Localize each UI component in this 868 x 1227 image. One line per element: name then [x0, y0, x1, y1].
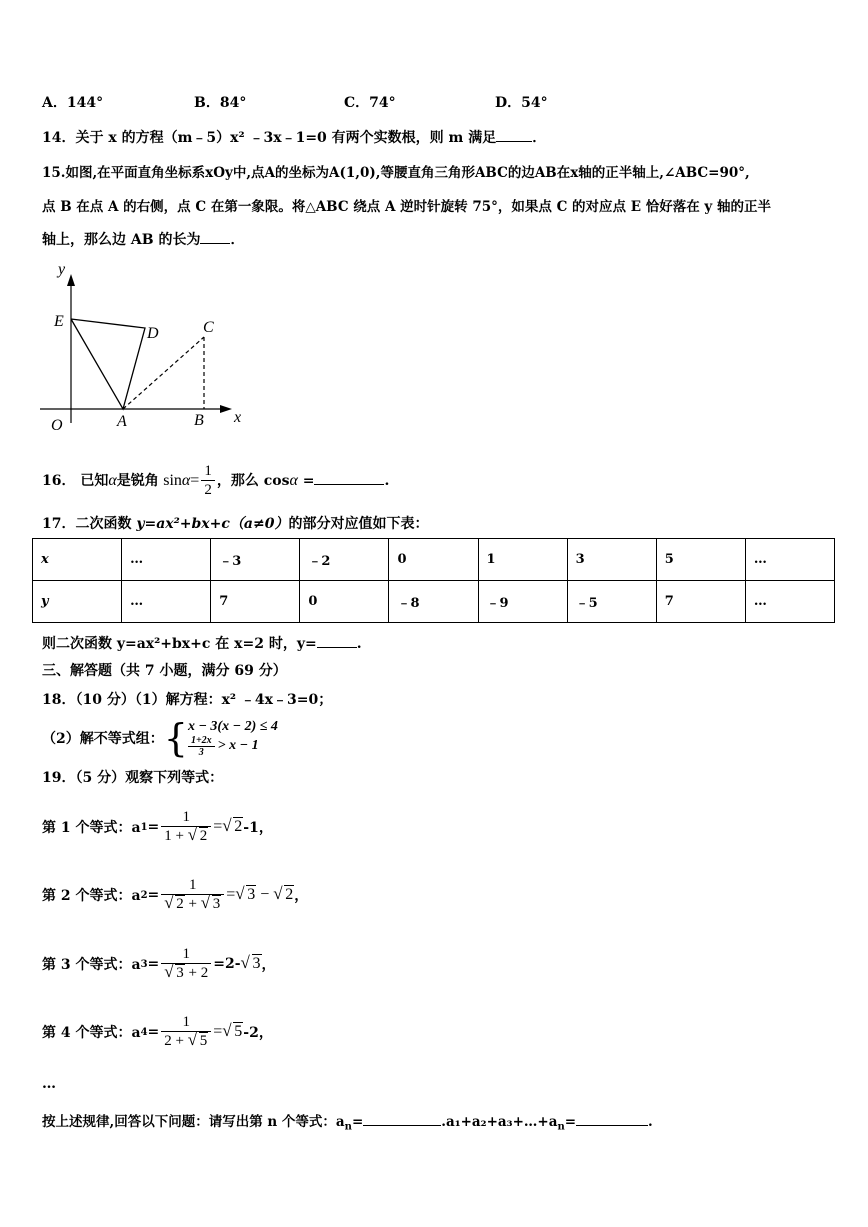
- table-cell: ﹣8: [389, 581, 478, 623]
- x-axis-arrow-icon: [220, 405, 232, 413]
- q14-answer-blank: [496, 129, 532, 142]
- label-o: O: [51, 417, 63, 434]
- table-row: [33, 581, 835, 623]
- dashed-ac: [123, 337, 204, 409]
- table-cell: ﹣5: [567, 581, 656, 623]
- table-cell: 0: [300, 581, 389, 623]
- q19-answer-blank-2: [576, 1113, 648, 1126]
- table-cell: ﹣3: [211, 539, 300, 581]
- label-d: D: [147, 325, 159, 342]
- label-x: x: [234, 409, 242, 426]
- table-row: [33, 539, 835, 581]
- q17-answer-blank: [317, 635, 357, 648]
- table-cell: 0: [389, 539, 478, 581]
- label-c: C: [203, 319, 214, 336]
- q14-text: 14．关于 x 的方程（m﹣5）x² ﹣3x﹣1=0 有两个实数根，则 m 满足 ．: [42, 130, 547, 146]
- table-cell: …: [122, 581, 211, 623]
- q19-intro: 19．（5 分）观察下列等式：: [42, 770, 224, 786]
- q19-equation-2: 第 2 个等式：a 2 = 1 √ 2 + √ 3 = √ 3 − √ 2 ，: [42, 872, 308, 918]
- q15-line2: 点 B 在点 A 的右侧，点 C 在第一象限。将△ABC 绕点 A 逆时针旋转 75°，如果点 C 的对应点 E 恰好落在 y 轴的正半: [42, 199, 771, 215]
- label-a: A: [117, 413, 127, 430]
- q16-text: 16． 已知α是锐角 sinα= $\frac{1}{2}$ ，那么 cosα = .: [42, 462, 390, 498]
- y-axis-arrow-icon: [67, 274, 75, 286]
- q19-equation-4: 第 4 个等式：a 4 = $\frac{1}{2 + √ 5}$ = √ 5 -2，: [42, 1009, 273, 1055]
- q19-equation-3: 第 3 个等式：a 3 = 1 √ 3 + 2 =2- √ 3 ，: [42, 941, 276, 987]
- q13-option-c: C．74°: [344, 95, 396, 111]
- q18-part1: 18．（10 分）（1）解方程：x² ﹣4x﹣3=0；: [42, 692, 333, 708]
- table-cell: 5: [656, 539, 745, 581]
- table-cell: y: [33, 581, 122, 623]
- table-cell: ﹣9: [478, 581, 567, 623]
- q15-line3: 轴上，那么边 AB 的长为 ．: [42, 232, 245, 248]
- q19-equation-1: 第 1 个等式：a 1 = $\frac{1}{1 + √ 2}$ = √ 2 -1，: [42, 804, 273, 850]
- label-y: y: [58, 261, 66, 278]
- q19-final-question: 按上述规律,回答以下问题：请写出第 n 个等式：$a_n=$ $.a_1+a_2+a_3+\dots+a_n=$ .: [42, 1114, 653, 1133]
- inequality-system: x − 3(x − 2) ≤ 4 $\frac{1+2x}{3}$ > x − 1: [187, 718, 278, 758]
- q13-option-b: B．84°: [194, 95, 247, 111]
- table-cell: …: [745, 581, 834, 623]
- q18-part2: （2）解不等式组： { x − 3(x − 2) ≤ 4 $\frac{1+2x}{3}$ > x − 1: [42, 716, 278, 760]
- label-e: E: [54, 313, 64, 330]
- section-3-title: 三、解答题（共 7 小题，满分 69 分）: [42, 663, 287, 679]
- triangle-aed: [71, 319, 145, 409]
- table-cell: ﹣2: [300, 539, 389, 581]
- table-cell: …: [745, 539, 834, 581]
- table-cell: 7: [656, 581, 745, 623]
- table-cell: 3: [567, 539, 656, 581]
- q17-after-text: 则二次函数 y=ax²+bx+c 在 x=2 时，y= .: [42, 636, 362, 652]
- q17-text: 17．二次函数 y=ax²+bx+c（a≠0）的部分对应值如下表：: [42, 516, 429, 532]
- brace-icon: {: [163, 716, 188, 760]
- q15-answer-blank: [200, 231, 230, 244]
- label-b: B: [194, 412, 204, 429]
- table-cell: 7: [211, 581, 300, 623]
- q19-answer-blank-1: [363, 1113, 441, 1126]
- q15-figure: [36, 258, 248, 438]
- q13-option-a: A．144°: [42, 95, 104, 111]
- q16-answer-blank: [314, 472, 384, 485]
- q15-line1: 15.如图,在平面直角坐标系xOy中,点A的坐标为A(1,0),等腰直角三角形ABC的边AB在x轴的正半轴上,∠ABC=90°,: [42, 165, 750, 181]
- q13-option-d: D．54°: [495, 95, 548, 111]
- table-cell: 1: [478, 539, 567, 581]
- q17-value-table: [32, 538, 835, 623]
- table-cell: x: [33, 539, 122, 581]
- table-cell: …: [122, 539, 211, 581]
- q19-ellipsis: …: [42, 1076, 56, 1092]
- q16-fraction: $\frac{1}{2}$: [201, 463, 215, 500]
